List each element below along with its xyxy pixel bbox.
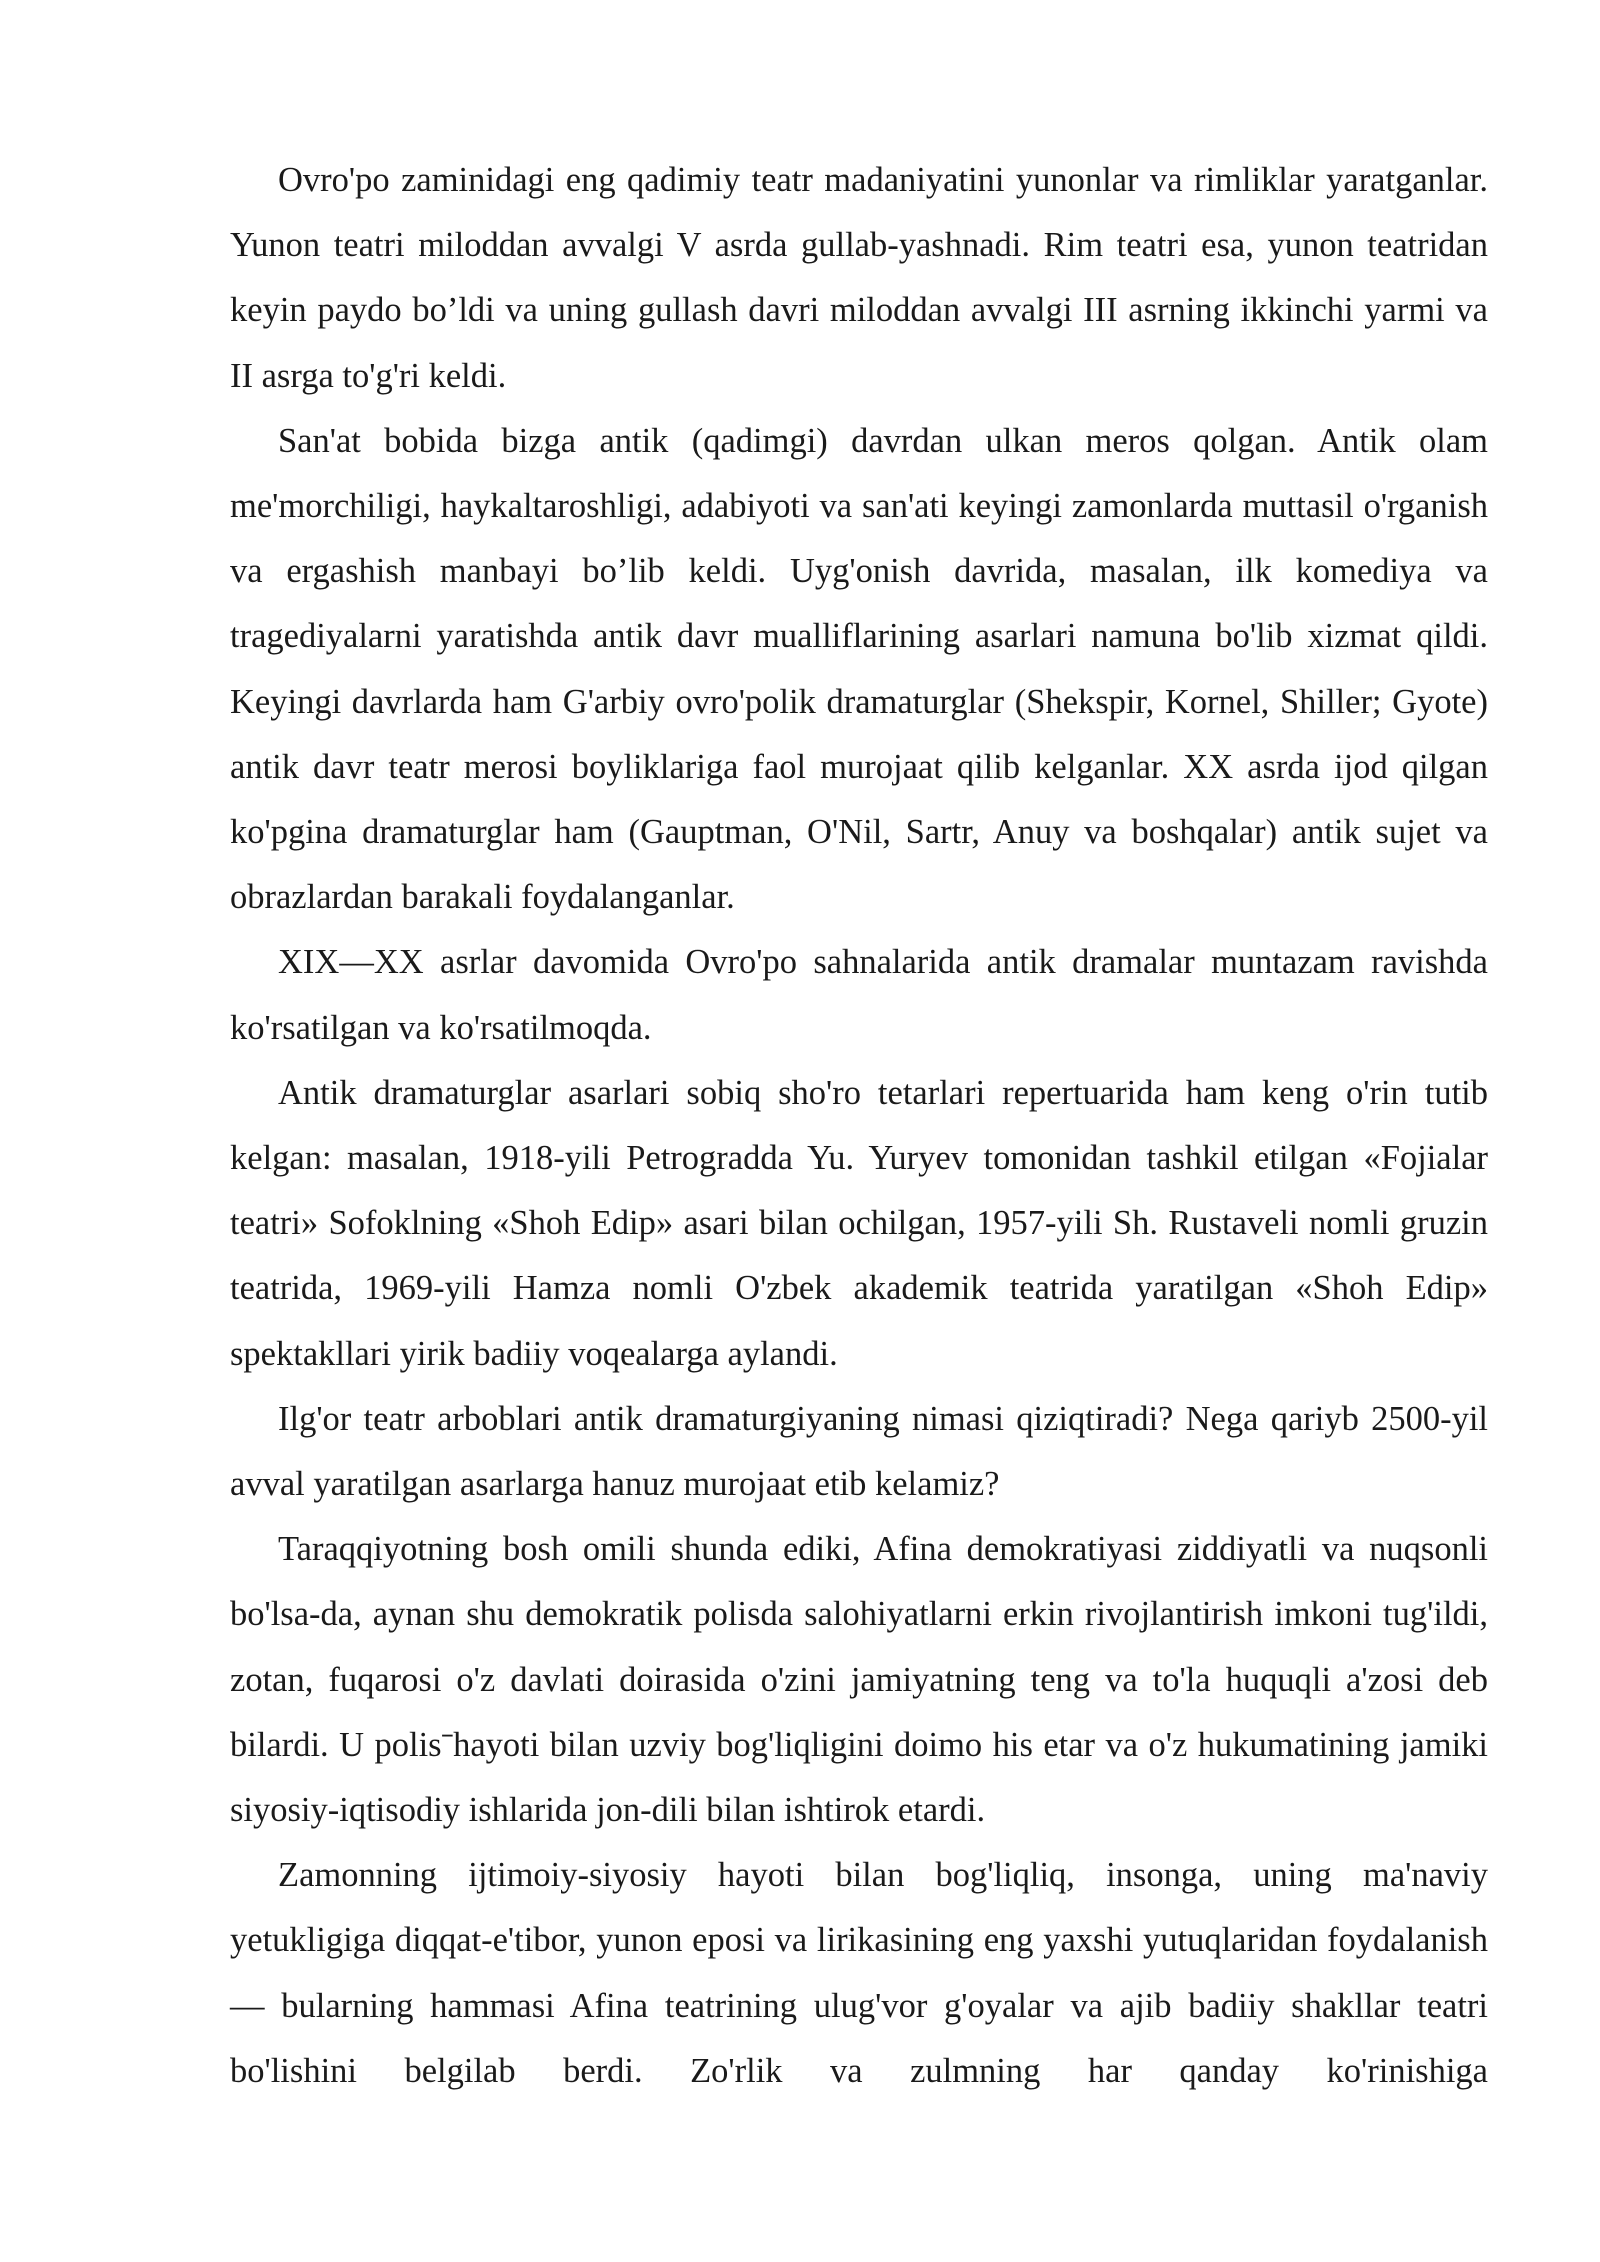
paragraph-7: Zamonning ijtimoiy-siyosiy hayoti bilan bog'liqliq, insonga, uning ma'naviy yetukligiga diqqat-e'tibor, yunon eposi va lirikasining eng yaxshi yutuqlaridan foydalanish — bularning hammasi Afina teatrining ulug'vor g'oyalar va ajib badiiy shakllar teatri bo'lishini belgilab berdi. Zo'rlik va zulmning har qanday ko'rinishiga [230,1856,1488,2090]
paragraph-2: San'at bobida bizga antik (qadimgi) davrdan ulkan meros qolgan. Antik olam me'morchiligi, haykaltaroshligi, adabiyoti va san'ati keyingi zamonlarda muttasil o'rganish va ergashish manbayi bo’lib keldi. Uyg'onish davrida, masalan, ilk komediya va tragediyalarni yaratishda antik davr mualliflarining asarlari namuna bo'lib xizmat qildi. Keyingi davrlarda ham G'arbiy ovro'polik dramaturglar (Shekspir, Kornel, Shiller; Gyote) antik davr teatr merosi boyliklariga faol murojaat qilib kelganlar. XX asrda ijod qilgan ko'pgina dramaturglar ham (Gauptman, O'Nil, Sartr, Anuy va boshqalar) antik sujet va obrazlardan barakali foydalanganlar. [230,421,1488,917]
paragraph-3: XIX—XX asrlar davomida Ovro'po sahnalarida antik dramalar muntazam ravishda ko'rsatilgan va ko'rsatilmoqda. [230,943,1488,1047]
paragraph-1: Ovro'po zaminidagi eng qadimiy teatr madaniyatini yunonlar va rimliklar yaratganlar. Yunon teatri miloddan avvalgi V asrda gullab-yashnadi. Rim teatri esa, yunon teatridan keyin paydo bo’ldi va uning gullash davri miloddan avvalgi III asrning ikkinchi yarmi va II asrga to'g'ri keldi. [230,161,1488,395]
paragraph-4: Antik dramaturglar asarlari sobiq sho'ro tetarlari repertuarida ham keng o'rin tutib kelgan: masalan, 1918-yili Petrogradda Yu. Yuryev tomonidan tashkil etilgan «Fojialar teatri» Sofoklning «Shoh Edip» asari bilan ochilgan, 1957-yili Sh. Rustaveli nomli gruzin teatrida, 1969-yili Hamza nomli O'zbek akademik teatrida yaratilgan «Shoh Edip» spektakllari yirik badiiy voqealarga aylandi. [230,1073,1488,1373]
document-body [230,148,1488,2104]
paragraph-5: Ilg'or teatr arboblari antik dramaturgiyaning nimasi qiziqtiradi? Nega qariyb 2500-yil avval yaratilgan asarlarga hanuz murojaat etib kelamiz? [230,1399,1488,1504]
paragraph-6: Taraqqiyotning bosh omili shunda ediki, Afina demokratiyasi ziddiyatli va nuqsonli bo'lsa-da, aynan shu demokratik polisda salohiyatlarni erkin rivojlantirish imkoni tug'ildi, zotan, fuqarosi o'z davlati doirasida o'zini jamiyatning teng va to'la huquqli a'zosi deb bilardi. U polisˉhayoti bilan uzviy bog'liqligini doimo his etar va o'z hukumatining jamiki siyosiy-iqtisodiy ishlarida jon-dili bilan ishtirok etardi. [230,1530,1488,1830]
